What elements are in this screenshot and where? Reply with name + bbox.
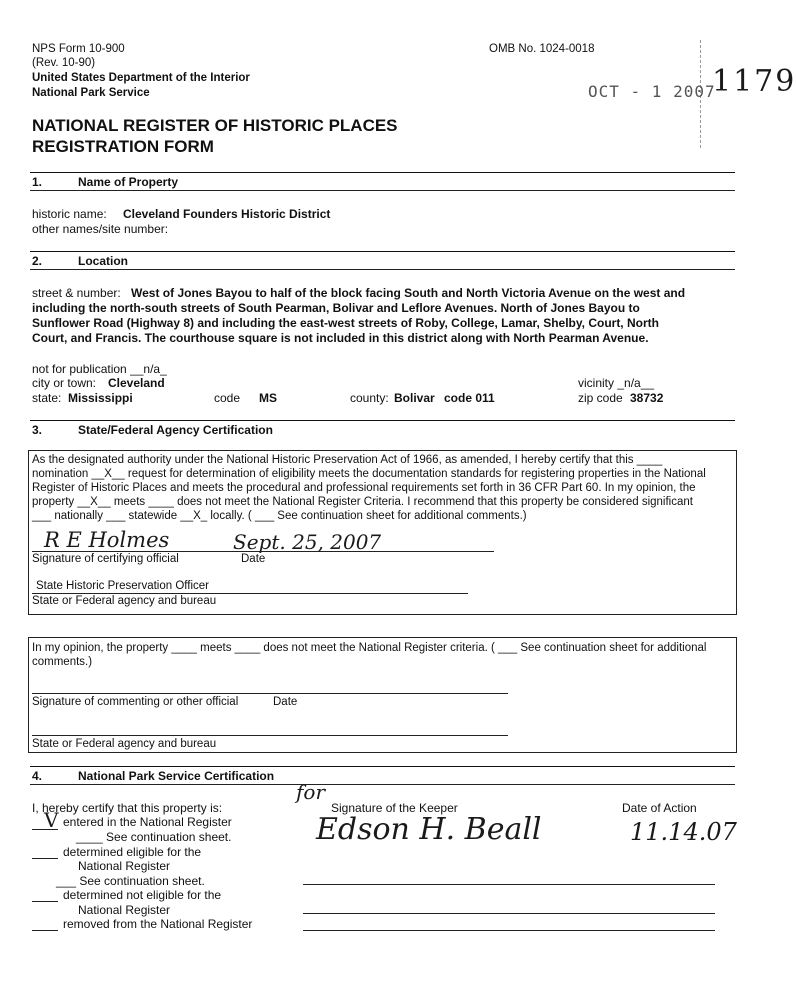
form-number: NPS Form 10-900: [32, 43, 125, 55]
continuation-1: ____ See continuation sheet.: [76, 830, 232, 844]
county-value: Bolivar: [394, 391, 435, 405]
keeper-signature-label: Signature of the Keeper: [331, 801, 458, 815]
street-line-3: Sunflower Road (Highway 8) and including the east-west streets of Roby, College, Lamar, Shelby, Court, North: [32, 316, 659, 330]
section-1-number: 1.: [32, 175, 43, 189]
entered-register: entered in the National Register: [63, 815, 232, 829]
form-subtitle: REGISTRATION FORM: [32, 137, 214, 156]
certification-text-5: ___ nationally ___ statewide __X_ locally. ( ___ See continuation sheet for additional comments.): [32, 510, 527, 522]
determined-eligible-register: National Register: [78, 859, 171, 873]
vicinity: vicinity _n/a__: [578, 376, 655, 390]
divider: [30, 172, 735, 173]
divider: [30, 190, 735, 191]
checkbox-blank: [32, 901, 58, 902]
keeper-blank-line-1: [303, 884, 715, 885]
section-1-title: Name of Property: [78, 175, 179, 189]
section-3-number: 3.: [32, 423, 43, 437]
date-of-action: 11.14.07: [630, 818, 737, 846]
checkbox-blank: [32, 930, 58, 931]
form-revision: (Rev. 10-90): [32, 57, 96, 69]
state-code-label: code: [214, 391, 241, 405]
street-line-2: including the north-south streets of South Pearman, Bolivar and Leflore Avenues. North of Jones Bayou to: [32, 301, 640, 315]
city-value: Cleveland: [108, 376, 165, 390]
agency-label: State or Federal agency and bureau: [32, 595, 217, 607]
city-label: city or town:: [32, 376, 97, 390]
date-label: Date: [241, 553, 266, 565]
certification-text-4: property __X__ meets ____ does not meet the National Register Criteria. I recommend that this property be considered significant: [32, 496, 693, 508]
signature-label: Signature of certifying official: [32, 553, 179, 565]
divider: [30, 269, 735, 270]
certification-text-2: nomination __X__ request for determination of eligibility meets the documentation standards for registering properties in the National: [32, 468, 706, 480]
section-3-title: State/Federal Agency Certification: [78, 423, 273, 437]
street-label: street & number:: [32, 286, 121, 300]
not-for-publication: not for publication __n/a_: [32, 362, 167, 376]
keeper-signature: Edson H. Beall: [316, 812, 542, 847]
form-title: NATIONAL REGISTER OF HISTORIC PLACES: [32, 116, 398, 135]
certifying-date: Sept. 25, 2007: [233, 530, 382, 554]
check-mark: V: [44, 808, 59, 832]
determined-eligible: determined eligible for the: [63, 845, 202, 859]
checkbox-blank: [32, 829, 58, 830]
agency-line-2: [32, 735, 508, 736]
service-name: National Park Service: [32, 87, 150, 99]
zip-value: 38732: [630, 391, 664, 405]
section-4-number: 4.: [32, 769, 43, 783]
commenting-signature-line: [32, 693, 508, 694]
determined-not-eligible-register: National Register: [78, 903, 171, 917]
certification-text-3: Register of Historic Places and meets the procedural and professional requirements set forth in 36 CFR Part 60. In my opinion, the: [32, 482, 696, 494]
section-2-number: 2.: [32, 254, 43, 268]
stamp-date: OCT - 1 2007: [588, 82, 716, 101]
state-label: state:: [32, 391, 62, 405]
commenting-signature-label: Signature of commenting or other official: [32, 696, 239, 708]
agency-label-2: State or Federal agency and bureau: [32, 738, 217, 750]
divider: [30, 420, 735, 421]
reference-number: 1179: [712, 64, 796, 99]
street-line-4: Court, and Francis. The courthouse square is not included in this district along with North Pearman Avenue.: [32, 331, 649, 345]
certification-text-1: As the designated authority under the National Historic Preservation Act of 1966, as amended, I hereby certify that this ____: [32, 454, 663, 466]
street-line-1: West of Jones Bayou to half of the block facing South and North Victoria Avenue on the west and: [131, 286, 686, 300]
omb-number: OMB No. 1024-0018: [489, 43, 595, 55]
removed-register: removed from the National Register: [63, 917, 253, 931]
keeper-blank-line-2: [303, 913, 715, 914]
other-names-label: other names/site number:: [32, 222, 169, 236]
divider: [30, 784, 735, 785]
keeper-blank-line-3: [303, 930, 715, 931]
county-code: code 011: [444, 391, 495, 405]
state-code-value: MS: [259, 391, 277, 405]
certifying-official-signature: R E Holmes: [44, 528, 170, 552]
commenting-date-label: Date: [273, 696, 298, 708]
zip-label: zip code: [578, 391, 623, 405]
divider: [30, 251, 735, 252]
opinion-text-1: In my opinion, the property ____ meets ____ does not meet the National Register criteria. ( ___ See continuation sheet for additional: [32, 642, 707, 654]
checkbox-blank: [32, 858, 58, 859]
for-mark: for: [296, 780, 326, 804]
section-2-title: Location: [78, 254, 128, 268]
historic-name-value: Cleveland Founders Historic District: [123, 207, 331, 221]
officer-title: State Historic Preservation Officer: [36, 580, 209, 592]
department-name: United States Department of the Interior: [32, 72, 250, 84]
historic-name-label: historic name:: [32, 207, 107, 221]
determined-not-eligible: determined not eligible for the: [63, 888, 222, 902]
section-4-title: National Park Service Certification: [78, 769, 275, 783]
state-value: Mississippi: [68, 391, 133, 405]
keeper-certify-text: I, hereby certify that this property is:: [32, 801, 223, 815]
date-of-action-label: Date of Action: [622, 801, 697, 815]
divider: [30, 766, 735, 767]
continuation-2: ___ See continuation sheet.: [56, 874, 205, 888]
opinion-text-2: comments.): [32, 656, 93, 668]
county-label: county:: [350, 391, 389, 405]
